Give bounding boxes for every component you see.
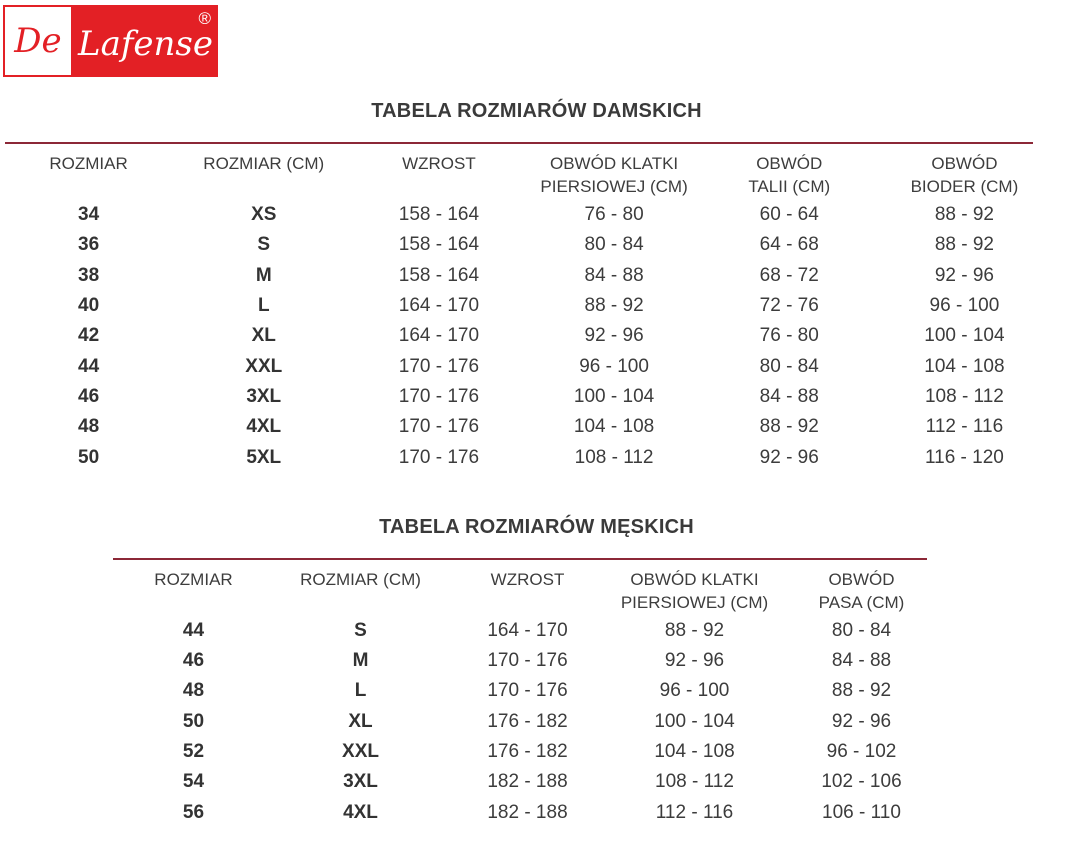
table-cell: 116 - 120: [924, 446, 1004, 468]
table-cell: 88 - 92: [584, 295, 644, 317]
table-cell: 42: [78, 325, 100, 347]
table-row: [110, 737, 945, 767]
table-cell: 96 - 100: [579, 355, 649, 377]
column-header: WZROST: [402, 154, 476, 173]
table-cell: 3XL: [246, 385, 282, 407]
table-row: [1, 321, 1052, 351]
table-cell: 56: [182, 801, 205, 823]
table-cell: 182 - 188: [487, 771, 568, 793]
table-cell: 170 - 176: [398, 416, 480, 438]
table-cell: 92 - 96: [934, 264, 994, 286]
table-cell: 100 - 104: [924, 325, 1005, 347]
table-cell: 46: [78, 385, 100, 407]
table-row: [110, 616, 945, 646]
table-row: [110, 646, 945, 676]
table-cell: 80 - 84: [759, 355, 819, 377]
table-cell: XXL: [342, 741, 379, 762]
table-cell: 104 - 108: [654, 741, 735, 762]
table-cell: 104 - 108: [924, 355, 1005, 377]
column-header: WZROST: [490, 569, 565, 589]
table-cell: 92 - 96: [664, 650, 725, 672]
table-cell: 36: [78, 234, 100, 256]
table-cell: 170 - 176: [487, 650, 568, 672]
table-row: [1, 261, 1052, 291]
table-cell: 170 - 176: [398, 446, 480, 468]
table-cell: S: [354, 619, 367, 641]
logo-lafense-panel: [73, 5, 218, 77]
table-cell: 4XL: [343, 801, 378, 823]
table-cell: XS: [251, 204, 277, 226]
table-cell: 108 - 112: [574, 446, 654, 468]
logo-de-panel: [3, 5, 73, 77]
womens-size-section: [0, 99, 1073, 473]
table-row: [110, 767, 945, 797]
table-cell: 106 - 110: [822, 801, 901, 823]
table-cell: 84 - 88: [759, 385, 819, 407]
table-cell: S: [257, 234, 271, 256]
table-cell: 88 - 92: [934, 204, 994, 226]
de-lafense-logo: [3, 5, 218, 77]
table-cell: 164 - 170: [398, 295, 480, 317]
womens-table-header-row: [1, 152, 1052, 198]
table-cell: 34: [78, 204, 100, 226]
table-cell: 50: [182, 710, 205, 732]
table-cell: 38: [78, 264, 100, 286]
column-header: ROZMIAR (CM): [203, 154, 325, 173]
table-row: [1, 291, 1052, 321]
table-cell: 182 - 188: [487, 801, 568, 823]
table-cell: 88 - 92: [934, 234, 994, 256]
table-cell: 3XL: [343, 771, 378, 793]
column-header: OBWÓD KLATKI PIERSIOWEJ (CM): [620, 569, 769, 612]
table-row: [1, 442, 1052, 472]
table-cell: 48: [182, 680, 205, 702]
table-row: [110, 676, 945, 706]
table-cell: M: [352, 650, 369, 672]
table-cell: 40: [78, 295, 100, 317]
table-cell: 176 - 182: [487, 741, 568, 762]
table-row: [1, 412, 1052, 442]
table-cell: XL: [251, 325, 276, 347]
column-header: OBWÓD TALII (CM): [748, 154, 831, 196]
table-cell: 92 - 96: [831, 710, 892, 732]
table-row: [1, 230, 1052, 260]
table-cell: 5XL: [246, 446, 282, 468]
table-cell: 158 - 164: [398, 264, 480, 286]
table-cell: 164 - 170: [487, 619, 568, 641]
table-cell: 100 - 104: [573, 385, 655, 407]
table-cell: 76 - 80: [759, 325, 819, 347]
registered-trademark-icon: ®: [198, 9, 211, 28]
mens-size-section: [0, 515, 1073, 828]
column-header: OBWÓD KLATKI PIERSIOWEJ (CM): [540, 154, 688, 196]
table-cell: 60 - 64: [759, 204, 819, 226]
mens-divider-line: [113, 558, 927, 560]
table-cell: 108 - 112: [655, 771, 734, 793]
column-header: ROZMIAR (CM): [300, 569, 421, 589]
table-cell: 84 - 88: [831, 650, 892, 672]
table-cell: 44: [78, 355, 100, 377]
table-cell: 96 - 102: [826, 741, 897, 762]
table-cell: 76 - 80: [584, 204, 644, 226]
table-cell: 170 - 176: [398, 385, 480, 407]
table-cell: 88 - 92: [759, 416, 819, 438]
table-cell: 80 - 84: [831, 619, 892, 641]
table-row: [1, 200, 1052, 230]
table-cell: 54: [182, 771, 205, 793]
table-cell: 108 - 112: [924, 385, 1004, 407]
column-header: ROZMIAR: [154, 569, 233, 589]
table-cell: 4XL: [246, 416, 282, 438]
womens-size-table: [0, 152, 1073, 473]
column-header: OBWÓD PASA (CM): [818, 569, 905, 612]
table-row: [110, 797, 945, 827]
table-cell: 104 - 108: [573, 416, 655, 438]
table-cell: 44: [182, 619, 205, 641]
table-cell: 52: [182, 741, 205, 762]
table-cell: M: [255, 264, 272, 286]
womens-divider-line: [5, 142, 1033, 144]
table-cell: 176 - 182: [487, 710, 568, 732]
womens-table-body: [0, 200, 1073, 473]
table-row: [1, 382, 1052, 412]
column-header: OBWÓD BIODER (CM): [910, 154, 1019, 196]
table-cell: 96 - 100: [929, 295, 1000, 317]
logo-de-text: De: [14, 21, 62, 61]
table-cell: L: [354, 680, 367, 702]
mens-table-body: [0, 616, 1073, 828]
table-cell: 80 - 84: [584, 234, 644, 256]
table-cell: 64 - 68: [759, 234, 819, 256]
mens-table-header-row: [110, 568, 945, 614]
table-cell: 158 - 164: [398, 234, 480, 256]
table-cell: 92 - 96: [584, 325, 644, 347]
table-cell: 112 - 116: [925, 416, 1004, 438]
table-row: [110, 707, 945, 737]
table-cell: 84 - 88: [584, 264, 644, 286]
table-cell: 72 - 76: [759, 295, 819, 317]
table-cell: 170 - 176: [398, 355, 480, 377]
logo-lafense-text: Lafense: [77, 24, 214, 64]
table-cell: XL: [348, 710, 373, 732]
table-cell: 96 - 100: [659, 680, 730, 702]
column-header: ROZMIAR: [49, 154, 128, 173]
table-cell: 46: [182, 650, 205, 672]
table-cell: 88 - 92: [831, 680, 892, 702]
womens-table-title: TABELA ROZMIARÓW DAMSKICH: [371, 100, 702, 122]
table-row: [1, 351, 1052, 381]
table-cell: 50: [78, 446, 100, 468]
table-cell: 92 - 96: [759, 446, 819, 468]
table-cell: 170 - 176: [487, 680, 568, 702]
table-cell: XXL: [245, 355, 283, 377]
table-cell: 88 - 92: [664, 619, 725, 641]
table-cell: 102 - 106: [821, 771, 902, 793]
table-cell: 48: [78, 416, 100, 438]
table-cell: 112 - 116: [655, 801, 734, 823]
table-cell: 158 - 164: [398, 204, 480, 226]
mens-size-table: [0, 568, 1073, 828]
table-cell: 100 - 104: [654, 710, 735, 732]
table-cell: 164 - 170: [398, 325, 480, 347]
table-cell: 68 - 72: [759, 264, 819, 286]
table-cell: L: [257, 295, 270, 317]
mens-table-title: TABELA ROZMIARÓW MĘSKICH: [379, 515, 694, 538]
